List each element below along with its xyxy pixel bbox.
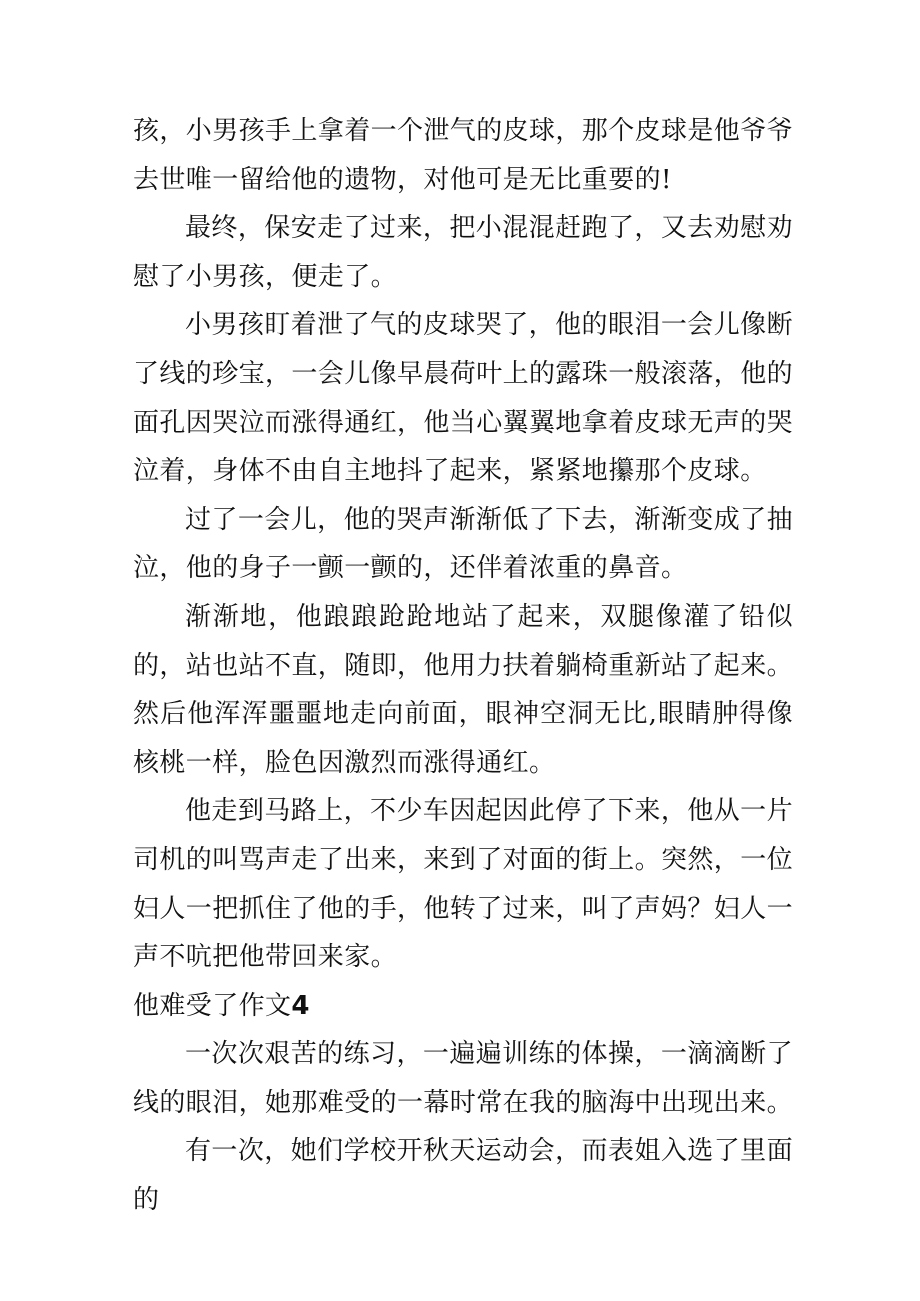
paragraph-7: 一次次艰苦的练习，一遍遍训练的体操，一滴滴断了线的眼泪，她那难受的一幕时常在我的脑海中出现出来。 — [133, 1039, 794, 1118]
paragraph-8: 有一次，她们学校开秋天运动会，而表姐入选了里面的 — [133, 1136, 793, 1216]
paragraph-5: 渐渐地，他踉踉跄跄地站了起来，双腿像灌了铅似的，站也站不直，随即，他用力扶着躺椅重新站了起来。然后他浑浑噩噩地走向前面，眼神空洞无比,眼睛肿得像核桃一样，脸色因激烈而涨得通红。 — [133, 601, 794, 778]
section-heading — [133, 982, 793, 1031]
document-body — [133, 107, 793, 1225]
paragraph-4: 过了一会儿，他的哭声渐渐低了下去，渐渐变成了抽泣，他的身子一颤一颤的，还伴着浓重的鼻音。 — [133, 504, 793, 584]
paragraph-6: 他走到马路上，不少车因起因此停了下来，他从一片司机的叫骂声走了出来，来到了对面的街上。突然，一位妇人一把抓住了他的手，他转了过来，叫了声妈？妇人一声不吭把他带回来家。 — [133, 796, 794, 973]
paragraph-1: 孩，小男孩手上拿着一个泄气的皮球，那个皮球是他爷爷去世唯一留给他的遗物，对他可是无比重要的! — [133, 116, 794, 195]
section-heading-title: 他难受了作文 — [133, 990, 292, 1021]
section-heading-number: 4 — [291, 990, 310, 1021]
paragraph-2: 最终，保安走了过来，把小混混赶跑了，又去劝慰劝慰了小男孩，便走了。 — [133, 213, 793, 292]
paragraph-3: 小男孩盯着泄了气的皮球哭了，他的眼泪一会儿像断了线的珍宝，一会儿像早晨荷叶上的露珠一般滚落，他的面孔因哭泣而涨得通红，他当心翼翼地拿着皮球无声的哭泣着，身体不由自主地抖了起来，紧紧地攥那个皮球。 — [133, 310, 794, 487]
